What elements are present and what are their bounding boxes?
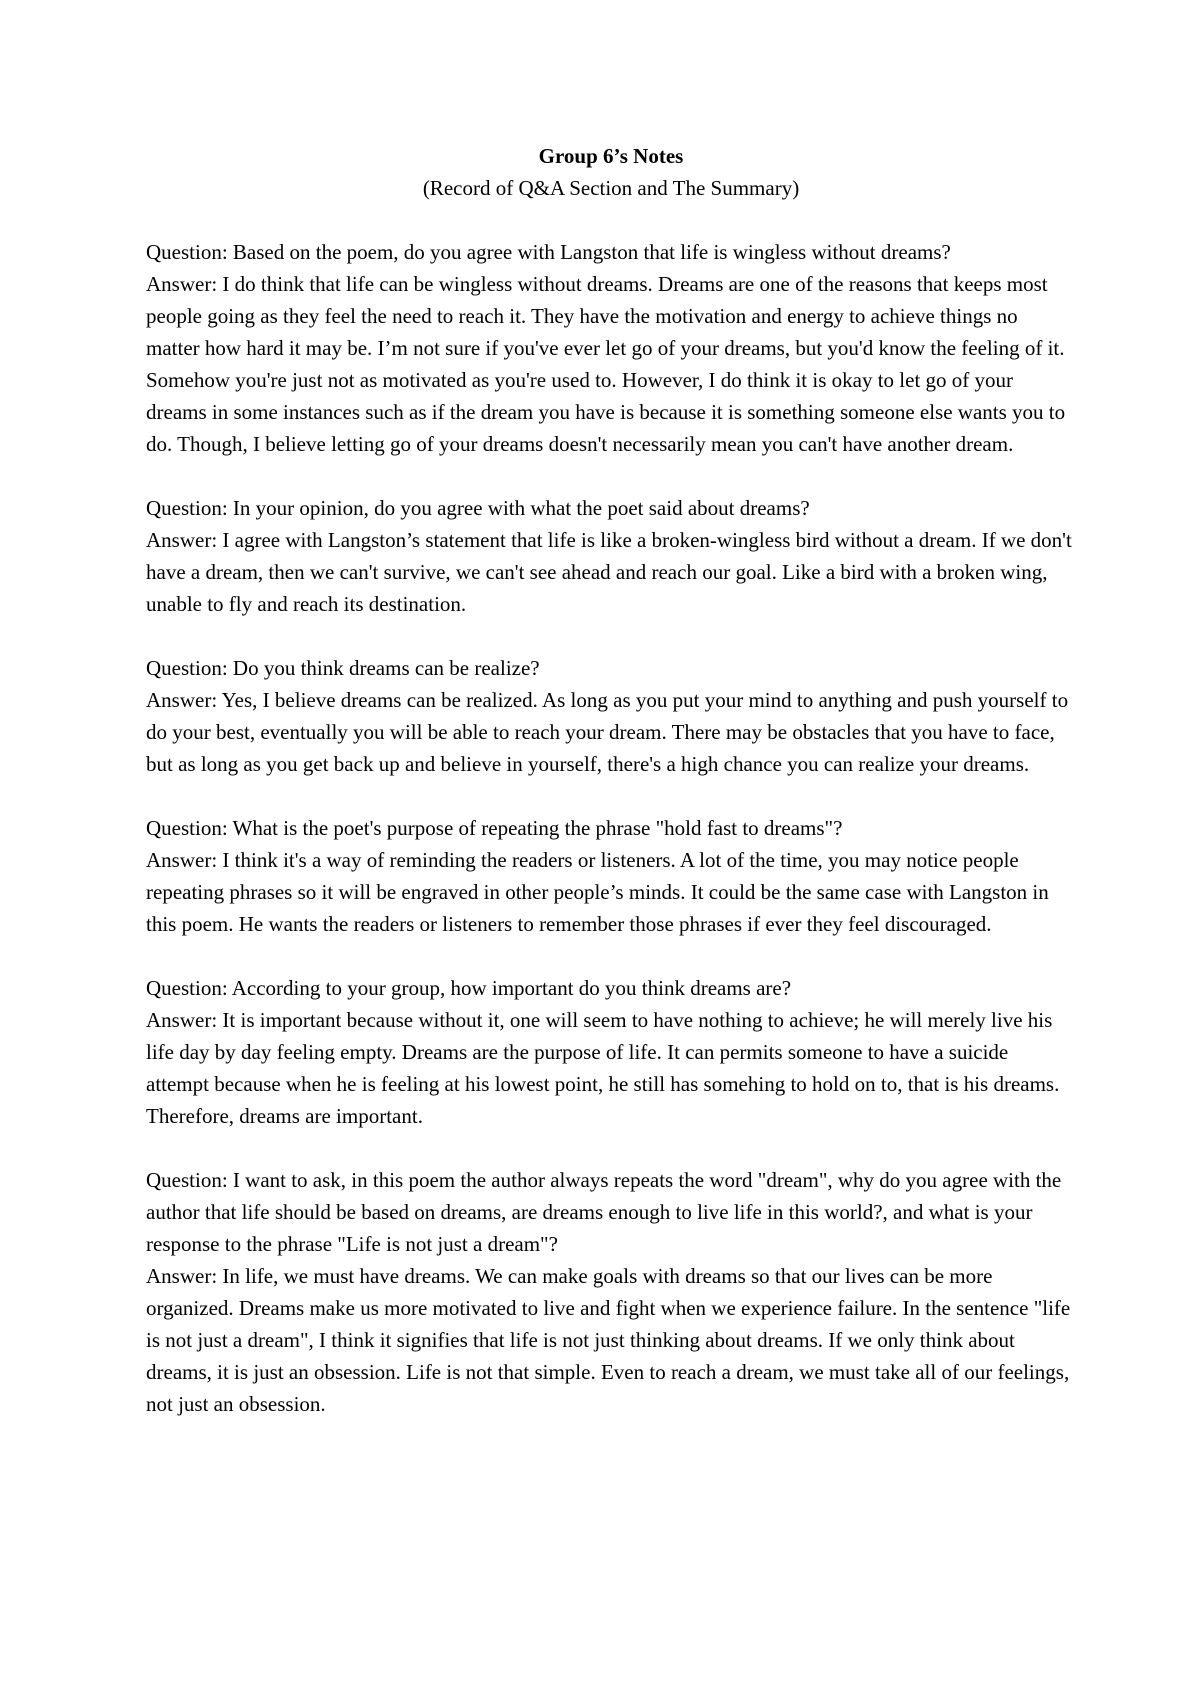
- question-text: Question: According to your group, how important do you think dreams are?: [146, 976, 792, 1000]
- page-title: Group 6’s Notes: [538, 144, 684, 168]
- answer-text: Answer: It is important because without it, one will seem to have nothing to achieve; he will merely live his life day by day feeling empty. Dreams are the purpose of life. It can permits someone to have a suicide attempt because when he is feeling at his lowest point, he still has somehing to hold on to, that is his dreams. Therefore, dreams are important.: [146, 1008, 1060, 1128]
- answer-text: Answer: I do think that life can be wingless without dreams. Dreams are one of the reasons that keeps most people going as they feel the need to reach it. They have the motivation and energy to achieve things no matter how hard it may be. I’m not sure if you've ever let go of your dreams, but you'd know the feeling of it. Somehow you're just not as motivated as you're used to. However, I do think it is okay to let go of your dreams in some instances such as if the dream you have is because it is something someone else wants you to do. Though, I believe letting go of your dreams doesn't necessarily mean you can't have another dream.: [146, 272, 1066, 456]
- answer-text: Answer: I think it's a way of reminding the readers or listeners. A lot of the time, you may notice people repeating phrases so it will be engraved in other people’s minds. It could be the same case with Langston in this poem. He wants the readers or listeners to remember those phrases if ever they feel discouraged.: [146, 848, 1049, 936]
- question-text: Question: In your opinion, do you agree with what the poet said about dreams?: [146, 496, 810, 520]
- qa-block-1: [146, 236, 1076, 460]
- page-subtitle: (Record of Q&A Section and The Summary): [422, 176, 800, 200]
- question-text: Question: Based on the poem, do you agree with Langston that life is wingless without dreams?: [146, 240, 951, 264]
- answer-text: Answer: I agree with Langston’s statement that life is like a broken-wingless bird without a dream. If we don't have a dream, then we can't survive, we can't see ahead and reach our goal. Like a bird with a broken wing, unable to fly and reach its destination.: [146, 528, 1072, 616]
- qa-block-2: [146, 492, 1076, 620]
- document-page: [146, 140, 1076, 1452]
- question-text: Question: I want to ask, in this poem the author always repeats the word "dream", why do you agree with the author that life should be based on dreams, are dreams enough to live life in this world?, and what is your response to the phrase "Life is not just a dream"?: [146, 1168, 1062, 1256]
- qa-block-6: [146, 1164, 1076, 1420]
- answer-text: Answer: Yes, I believe dreams can be realized. As long as you put your mind to anything and push yourself to do your best, eventually you will be able to reach your dream. There may be obstacles that you have to face, but as long as you get back up and believe in yourself, there's a high chance you can realize your dreams.: [146, 688, 1069, 776]
- question-text: Question: Do you think dreams can be realize?: [146, 656, 540, 680]
- qa-block-5: [146, 972, 1076, 1132]
- answer-text: Answer: In life, we must have dreams. We can make goals with dreams so that our lives can be more organized. Dreams make us more motivated to live and fight when we experience failure. In the sentence "life is not just a dream", I think it signifies that life is not just thinking about dreams. If we only think about dreams, it is just an obsession. Life is not that simple. Even to reach a dream, we must take all of our feelings, not just an obsession.: [146, 1264, 1071, 1416]
- qa-block-3: [146, 652, 1076, 780]
- qa-block-4: [146, 812, 1076, 940]
- question-text: Question: What is the poet's purpose of repeating the phrase "hold fast to dreams"?: [146, 816, 843, 840]
